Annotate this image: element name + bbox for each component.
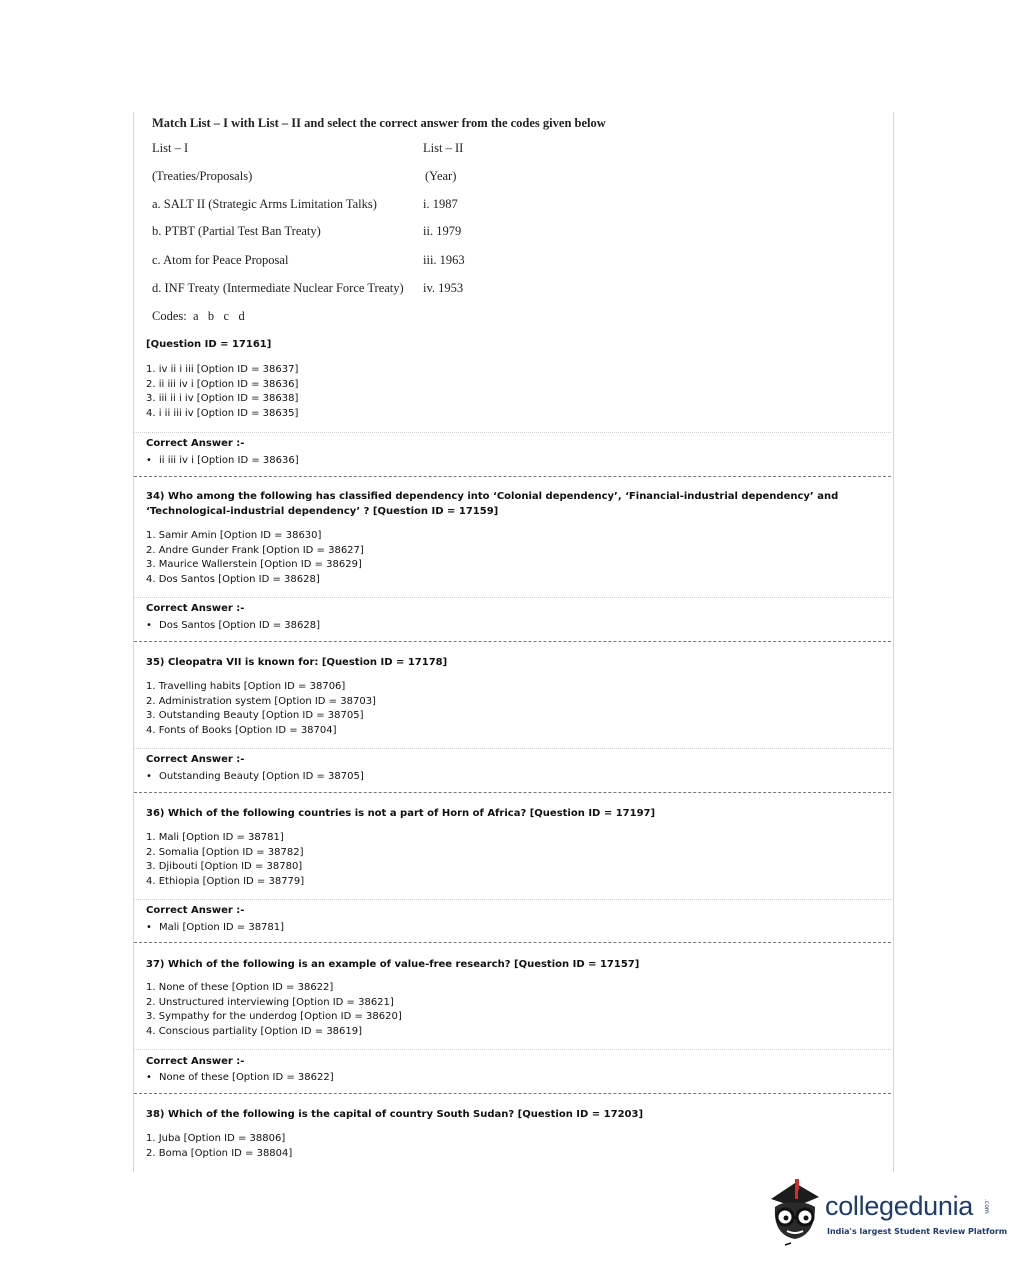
- option-item: 2. Somalia [Option ID = 38782]: [146, 846, 304, 858]
- bullet: •: [146, 922, 152, 933]
- correct-answer-text: Dos Santos [Option ID = 38628]: [159, 620, 321, 631]
- option-list: [146, 831, 304, 890]
- option-list: [146, 981, 402, 1040]
- list1-cell: b. PTBT (Partial Test Ban Treaty): [152, 224, 321, 238]
- match-row: [152, 281, 464, 296]
- correct-answer-text: ii iii iv i [Option ID = 38636]: [159, 455, 299, 466]
- option-item: 1. Juba [Option ID = 38806]: [146, 1133, 286, 1144]
- question-separator: [134, 476, 891, 477]
- divider: [134, 597, 891, 598]
- list1-cell: d. INF Treaty (Intermediate Nuclear Force Treaty): [152, 281, 404, 295]
- option-list: [146, 529, 364, 588]
- correct-answer: [146, 455, 299, 466]
- question-title: 36) Which of the following countries is not a part of Horn of Africa? [Question ID = 17197]: [146, 808, 656, 819]
- option-item: 1. Travelling habits [Option ID = 38706]: [146, 681, 346, 692]
- match-row: [152, 169, 457, 184]
- option-item: 1. Samir Amin [Option ID = 38630]: [146, 530, 322, 541]
- match-row: [152, 197, 458, 212]
- option-item: 1. None of these [Option ID = 38622]: [146, 982, 334, 993]
- correct-answer: [146, 1072, 334, 1083]
- option-item: 4. Fonts of Books [Option ID = 38704]: [146, 725, 337, 737]
- option-item: 2. ii iii iv i [Option ID = 38636]: [146, 378, 299, 390]
- list2-cell: (Year): [425, 169, 457, 183]
- brand-domain: .com: [983, 1199, 990, 1214]
- option-list: [146, 680, 376, 739]
- bullet: •: [146, 455, 152, 466]
- list2-cell: iii. 1963: [423, 253, 465, 267]
- brand-tagline: India's largest Student Review Platform: [827, 1227, 1008, 1236]
- correct-answer-text: Mali [Option ID = 38781]: [159, 922, 285, 933]
- match-row: [152, 253, 465, 268]
- option-list: [146, 363, 298, 422]
- codes-row: [152, 309, 245, 324]
- list2-cell: i. 1987: [423, 197, 458, 211]
- question-separator: [134, 792, 891, 793]
- correct-answer: [146, 922, 284, 933]
- question-separator: [134, 1093, 891, 1094]
- collegedunia-logo: [765, 1177, 1008, 1247]
- divider: [134, 899, 891, 900]
- option-item: 4. Conscious partiality [Option ID = 38619]: [146, 1026, 363, 1038]
- list2-cell: iv. 1953: [423, 281, 464, 295]
- divider: [134, 432, 891, 433]
- divider: [134, 1049, 891, 1050]
- option-item: 4. Ethiopia [Option ID = 38779]: [146, 876, 305, 888]
- match-row: [152, 224, 462, 239]
- list1-cell: (Treaties/Proposals): [152, 169, 253, 183]
- option-item: 2. Boma [Option ID = 38804]: [146, 1147, 293, 1159]
- option-item: 2. Unstructured interviewing [Option ID = 38621]: [146, 996, 394, 1008]
- option-item: 2. Administration system [Option ID = 38703]: [146, 695, 376, 707]
- correct-answer: [146, 771, 364, 782]
- correct-answer-label: Correct Answer :-: [146, 905, 245, 916]
- correct-answer-text: None of these [Option ID = 38622]: [159, 1072, 334, 1083]
- bullet: •: [146, 1072, 152, 1083]
- correct-answer-label: Correct Answer :-: [146, 603, 245, 614]
- list1-cell: a. SALT II (Strategic Arms Limitation Talks): [152, 197, 377, 211]
- option-item: 3. Djibouti [Option ID = 38780]: [146, 861, 303, 873]
- option-item: 1. Mali [Option ID = 38781]: [146, 832, 284, 843]
- option-item: 3. Maurice Wallerstein [Option ID = 38629]: [146, 559, 362, 571]
- list2-cell: ii. 1979: [423, 224, 462, 238]
- option-item: 3. Sympathy for the underdog [Option ID = 38620]: [146, 1011, 402, 1023]
- option-item: 4. i ii iii iv [Option ID = 38635]: [146, 408, 299, 420]
- question-separator: [134, 641, 891, 642]
- correct-answer-label: Correct Answer :-: [146, 1056, 245, 1067]
- codes-label: Codes: a b c d: [152, 309, 245, 323]
- correct-answer: [146, 620, 320, 631]
- correct-answer-label: Correct Answer :-: [146, 438, 245, 449]
- bullet: •: [146, 771, 152, 782]
- question-id: [Question ID = 17161]: [146, 339, 272, 350]
- list2-cell: List – II: [423, 141, 464, 155]
- brand-name: collegedunia: [825, 1191, 974, 1221]
- question-title: 37) Which of the following is an example of value-free research? [Question ID = 17157]: [146, 959, 640, 970]
- match-question-title: Match List – I with List – II and select the correct answer from the codes given below: [152, 116, 606, 130]
- option-item: 3. iii ii i iv [Option ID = 38638]: [146, 393, 299, 405]
- option-item: 2. Andre Gunder Frank [Option ID = 38627]: [146, 544, 364, 556]
- mascot-icon: [765, 1177, 825, 1247]
- question-title: 35) Cleopatra VII is known for: [Question ID = 17178]: [146, 657, 448, 668]
- bullet: •: [146, 620, 152, 631]
- option-list: [146, 1132, 292, 1161]
- list1-cell: c. Atom for Peace Proposal: [152, 253, 289, 267]
- match-row: [152, 141, 464, 156]
- correct-answer-label: Correct Answer :-: [146, 754, 245, 765]
- list1-cell: List – I: [152, 141, 189, 155]
- question-title: 38) Which of the following is the capital of country South Sudan? [Question ID = 17203]: [146, 1109, 644, 1120]
- question-title: 34) Who among the following has classified dependency into ‘Colonial dependency’, ‘Financial-industrial dependency’ and ‘Technological-industrial dependency’ ? [Question ID = 17159]: [146, 491, 839, 517]
- option-item: 3. Outstanding Beauty [Option ID = 38705]: [146, 710, 364, 722]
- question-separator: [134, 942, 891, 943]
- correct-answer-text: Outstanding Beauty [Option ID = 38705]: [159, 771, 364, 782]
- divider: [134, 748, 891, 749]
- option-item: 4. Dos Santos [Option ID = 38628]: [146, 574, 320, 586]
- option-item: 1. iv ii i iii [Option ID = 38637]: [146, 364, 299, 375]
